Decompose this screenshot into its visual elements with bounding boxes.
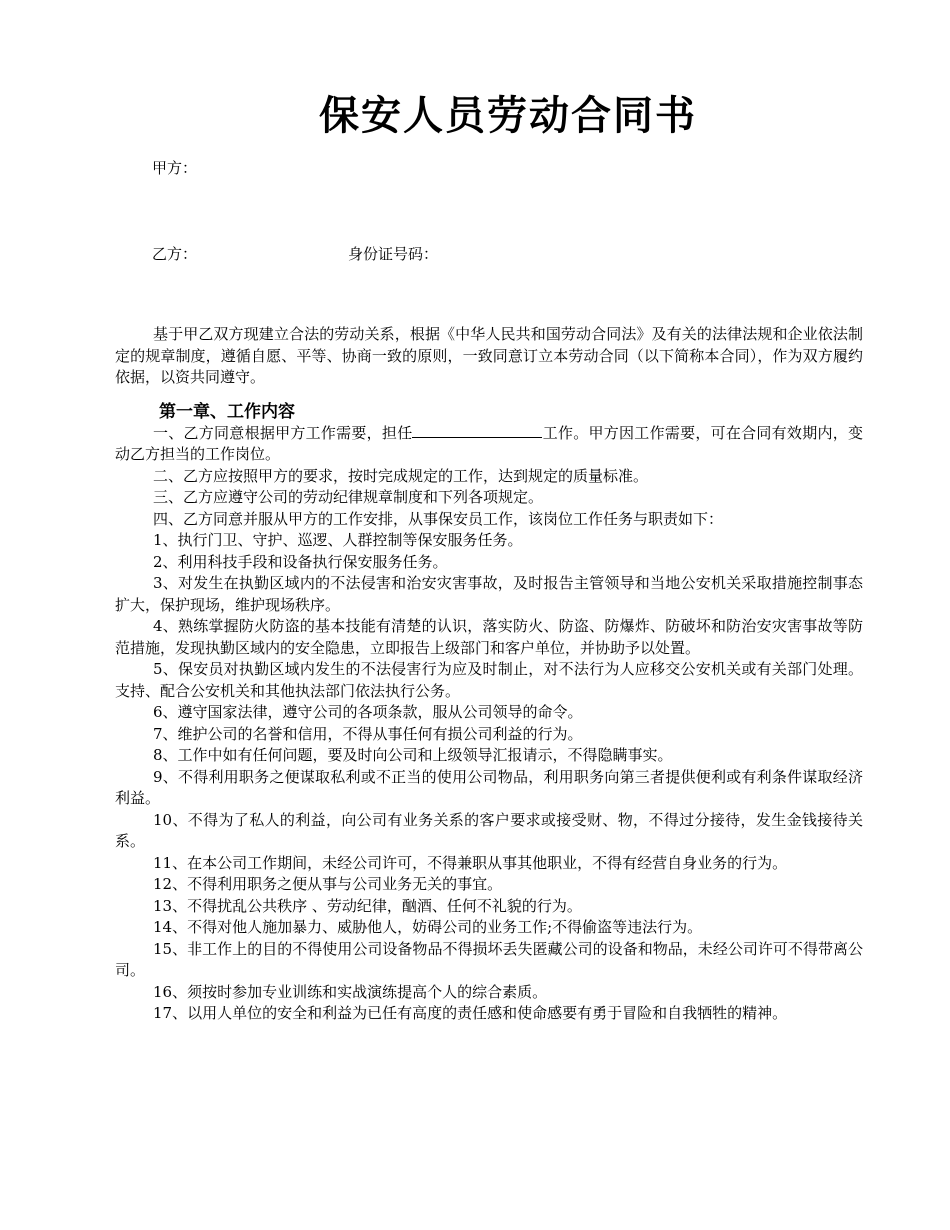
- clause-1-after: 工作。甲方因工作需要，可在合同有效期内，变动乙方担当的工作岗位。: [115, 423, 863, 463]
- clause: 3、对发生在执勤区域内的不法侵害和治安灾害事故，及时报告主管领导和当地公安机关采取措施控制事态扩大，保护现场，维护现场秩序。: [115, 574, 863, 614]
- clause: 5、保安员对执勤区域内发生的不法侵害行为应及时制止，对不法行为人应移交公安机关或有关部门处理。支持、配合公安机关和其他执法部门依法执行公务。: [115, 660, 863, 700]
- clause: 17、以用人单位的安全和利益为已任有高度的责任感和使命感要有勇于冒险和自我牺牲的精神。: [153, 1004, 788, 1022]
- clause: 7、维护公司的名誉和信用，不得从事任何有损公司利益的行为。: [153, 724, 583, 743]
- clause: 9、不得利用职务之便谋取私利或不正当的使用公司物品，利用职务向第三者提供便利或有利条件谋取经济利益。: [115, 767, 863, 807]
- clause: 四、乙方同意并服从甲方的工作安排，从事保安员工作，该岗位工作任务与职责如下：: [153, 509, 724, 528]
- clause: 13、不得扰乱公共秩序 、劳动纪律，酗酒、任何不礼貌的行为。: [153, 896, 582, 915]
- clause: 8、工作中如有任何问题，要及时向公司和上级领导汇报请示，不得隐瞒事实。: [153, 746, 673, 764]
- clause-1: [115, 423, 863, 466]
- clause: 11、在本公司工作期间，未经公司许可，不得兼职从事其他职业，不得有经营自身业务的行为。: [153, 853, 788, 872]
- clause: 14、不得对他人施加暴力、威胁他人，妨碍公司的业务工作;不得偷盗等违法行为。: [153, 918, 703, 936]
- clause: 12、不得利用职务之便从事与公司业务无关的事宜。: [153, 875, 503, 893]
- clause: 2、利用科技手段和设备执行保安服务任务。: [153, 552, 448, 571]
- id-number-label: 身份证号码：: [348, 245, 439, 263]
- position-blank: [412, 423, 542, 438]
- clause: 二、乙方应按照甲方的要求，按时完成规定的工作，达到规定的质量标准。: [153, 466, 649, 485]
- document-title: 保安人员劳动合同书: [319, 93, 697, 139]
- clause: 三、乙方应遵守公司的劳动纪律规章制度和下列各项规定。: [153, 488, 544, 506]
- party-a-label: 甲方：: [152, 159, 198, 177]
- party-b-label: 乙方：: [152, 245, 198, 263]
- clause-1-before: 一、乙方同意根据甲方工作需要，担任: [153, 423, 413, 442]
- clause: 10、不得为了私人的利益，向公司有业务关系的客户要求或接受财、物，不得过分接待，发生金钱接待关系。: [115, 810, 863, 850]
- clause: 16、须按时参加专业训练和实战演练提高个人的综合素质。: [153, 982, 548, 1001]
- clause: 6、遵守国家法律，遵守公司的各项条款，服从公司领导的命令。: [153, 703, 583, 721]
- preamble: 基于甲乙双方现建立合法的劳动关系，根据《中华人民共和国劳动合同法》及有关的法律法规和企业依法制定的规章制度，遵循自愿、平等、协商一致的原则，一致同意订立本劳动合同（以下简称本合同），作为双方履约依据，以资共同遵守。: [115, 325, 863, 386]
- chapter-1-heading: 第一章、工作内容: [159, 401, 295, 422]
- clause: 15、非工作上的目的不得使用公司设备物品不得损坏丢失匿藏公司的设备和物品，未经公司许可不得带离公司。: [115, 939, 863, 979]
- clause: 4、熟练掌握防火防盗的基本技能有清楚的认识，落实防火、防盗、防爆炸、防破坏和防治安灾害事故等防范措施，发现执勤区域内的安全隐患，立即报告上级部门和客户单位，并协助予以处置。: [115, 617, 863, 657]
- clause: 1、执行门卫、守护、巡逻、人群控制等保安服务任务。: [153, 531, 523, 549]
- contract-body: [115, 324, 863, 1025]
